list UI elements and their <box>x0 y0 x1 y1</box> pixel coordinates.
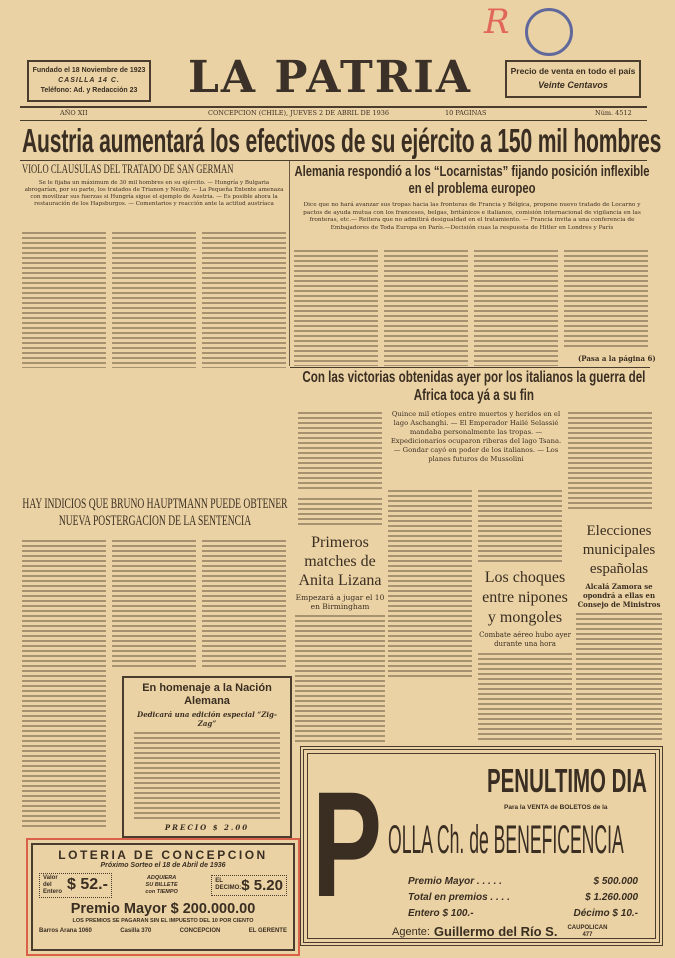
agent-street: CAUPOLICAN <box>567 924 608 931</box>
choques-headline: Los choques entre nipones y mongoles <box>482 569 568 626</box>
issue-number: Núm. 4512 <box>595 109 632 117</box>
polla-prizes <box>408 874 638 922</box>
lizana-headline: Primeros matches de Anita Lizana <box>298 534 382 589</box>
homenaje-subtitle: Dedicará una edición especial “Zig-Zag” <box>137 710 277 728</box>
polla-ad <box>300 746 663 946</box>
entero-label: Valor del Entero <box>43 874 63 895</box>
founded-line: Teléfono: Ad. y Redacción 23 <box>40 87 138 94</box>
prize-value: Décimo $ 10.- <box>573 908 638 919</box>
homenaje-box <box>122 676 292 838</box>
article-text <box>202 540 286 670</box>
polla-intro: Para la VENTA de BOLETOS de la <box>504 804 608 811</box>
lizana-article <box>295 533 385 742</box>
article-text <box>298 498 382 528</box>
price-line: Precio de venta en todo el país <box>510 66 636 76</box>
dateline <box>20 109 647 119</box>
cta-line: con TIEMPO <box>145 888 178 895</box>
elecciones-headline: Elecciones municipales españolas <box>582 523 656 577</box>
article-text <box>134 732 280 819</box>
loteria-title: LOTERIA DE CONCEPCION <box>58 848 268 862</box>
article-text <box>295 615 385 742</box>
polla-title: PENULTIMO DIA <box>487 762 647 799</box>
loteria-city: CONCEPCION <box>179 928 221 934</box>
article-text <box>202 232 286 368</box>
newspaper-title: LA PATRIA <box>187 52 473 103</box>
prize-label: Total en premios . . . . <box>408 892 510 903</box>
lead-left-subhead: VIOLO CLAUSULAS DEL TRATADO DE SAN GERMAN <box>22 161 234 176</box>
library-stamp-icon <box>525 8 573 56</box>
article-text <box>568 412 652 512</box>
loteria-casilla: Casilla 370 <box>120 928 152 934</box>
year: AÑO XII <box>60 109 88 117</box>
africa-headline: Con las victorias obtenidas ayer por los italianos la guerra del Africa toca yá a su fin <box>302 369 646 404</box>
loteria-address: Barros Arana 1060 <box>39 928 92 934</box>
article-text <box>474 250 558 366</box>
loteria-ad <box>26 838 300 956</box>
article-text <box>298 412 382 492</box>
prize-label: Entero $ 100.- <box>408 908 474 919</box>
elecciones-deck: Alcalá Zamora se opondrá a ellas en Consejo de Ministros <box>577 582 661 609</box>
agent-label: Agente: <box>392 925 430 938</box>
polla-initial: P <box>312 760 383 928</box>
polla-agent <box>392 924 607 939</box>
article-text <box>478 490 562 562</box>
founded-box <box>27 60 151 102</box>
entero-value: $ 52.- <box>67 876 108 893</box>
article-text <box>388 490 472 680</box>
founded-line: CASILLA 14 C. <box>58 77 120 84</box>
article-text <box>478 653 572 742</box>
cta-line: SU BILLETE <box>145 881 178 888</box>
lizana-deck: Empezará a jugar el 10 en Birmingham <box>295 593 385 611</box>
loteria-draw: Próximo Sorteo el 18 de Abril de 1936 <box>100 862 226 869</box>
article-text <box>112 540 196 670</box>
lead-right-subhead: Alemania respondió a los “Locarnistas” fijando posición inflexible en el problema europeo <box>294 163 650 197</box>
lead-headline: Austria aumentará los efectivos de su ejército a 150 mil hombres <box>22 122 662 159</box>
article-text <box>576 613 662 742</box>
decimo-label: EL DECIMO: <box>215 878 242 891</box>
loteria-signature: EL GERENTE <box>248 928 287 934</box>
lead-left-deck: Se le fijaba un máximum de 30 mil hombres en su ejército. — Hungría y Bulgaria abrogarían, por su parte, los tratados de Trianon y Neully. — La Pequeña Entente amenaza con movilizar sus fuerzas si Hungría sigue el ejemplo de Austria. — Es posible ahora la restauración de los Hapsburgos. — Comentarios y reacción ante la actitud austríaca <box>24 180 284 207</box>
decimo-value: $ 5.20 <box>241 876 283 894</box>
price-box <box>505 60 641 98</box>
loteria-prize: Premio Mayor $ 200.000.00 <box>70 901 256 917</box>
founded-line: Fundado el 18 Noviembre de 1923 <box>32 67 146 74</box>
prize-value: $ 1.260.000 <box>585 892 638 903</box>
article-text <box>22 232 106 368</box>
article-text <box>564 250 648 350</box>
prize-label: Premio Mayor . . . . . <box>408 876 502 887</box>
article-text <box>384 250 468 366</box>
cta-line: ADQUIERA <box>146 874 177 881</box>
agent-name: Guillermo del Río S. <box>433 924 558 939</box>
africa-deck: Quince mil etíopes entre muertos y heridos en el lago Aschanghi. — El Emperador Hailé Selassié mandaba personalmente las tropas. — Expedicionarios ocuparon riberas del lago Tsana. — Gondar cayó en poder de los italianos. — Los planes futuros de Mussolini <box>390 410 562 463</box>
date: CONCEPCION (CHILE), JUEVES 2 DE ABRIL DE 1936 <box>208 109 390 117</box>
article-text <box>22 540 106 830</box>
loteria-note: LOS PREMIOS SE PAGARAN SIN EL IMPUESTO DEL 10 POR CIENTO <box>72 918 254 924</box>
continued-note: (Pasa a la página 6) <box>578 354 656 363</box>
article-text <box>294 250 378 366</box>
polla-name: OLLA Ch. de BENEFICENCIA <box>388 818 624 862</box>
lead-right-deck: Dice que no hará avanzar sus tropas hacia las fronteras de Francia y Bélgica, propone nuevo tratado de Locarno y pactos de ayuda mutua con los franceses, belgas, británicos e italianos, comisión internacional de vigilancia en las fronteras, etc.— Reitera que no admitirá desigualdad en el tratamiento. — Francia invita a una conferencia de Embajadores de Toda Europa en París.—Decisión cuas la respuesta de Hitler en Londres y París <box>303 202 641 231</box>
homenaje-price: PRECIO $ 2.00 <box>164 823 250 832</box>
choques-article <box>478 568 572 742</box>
agent-number: 477 <box>582 931 593 938</box>
choques-deck: Combate aéreo hubo ayer durante una hora <box>479 631 571 648</box>
handwritten-mark: R <box>484 2 510 42</box>
homenaje-title: En homenaje a la Nación Alemana <box>142 682 272 707</box>
elecciones-article <box>576 522 662 742</box>
pages: 10 PAGINAS <box>445 109 487 117</box>
article-text <box>112 232 196 368</box>
prize-value: $ 500.000 <box>593 876 638 887</box>
price-value: Veinte Centavos <box>538 80 608 90</box>
hauptmann-headline: HAY INDICIOS QUE BRUNO HAUPTMANN PUEDE OBTENER NUEVA POSTERGACION DE LA SENTENCIA <box>22 496 288 529</box>
